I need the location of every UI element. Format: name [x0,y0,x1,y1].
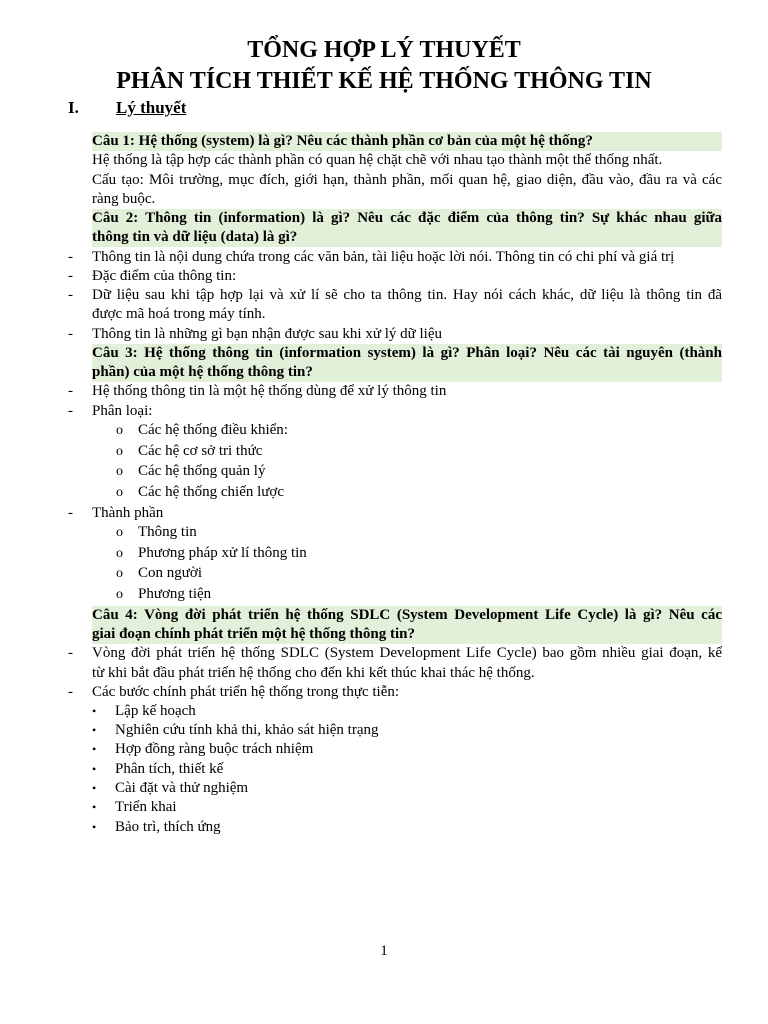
q2-item: Dữ liệu sau khi tập hợp lại và xử lí sẽ cho ta thông tin. Hay nói cách khác, dữ liệu là thông tin đã [92,287,722,303]
question-3-cont: phần) của một hệ thống thông tin? [92,363,722,382]
components-label: Thành phần [92,505,164,521]
classification-item: Các hệ thống chiến lược [138,484,285,500]
q4-item-cont: từ khi bắt đầu phát triển hệ thống cho đến khi kết thúc khai thác hệ thống. [92,665,535,681]
list-marker: - [68,249,73,265]
bullet-icon: • [92,723,97,737]
sub-bullet-marker: o [116,525,123,540]
sub-bullet-marker: o [116,423,123,438]
classification-item: Các hệ thống điều khiển: [138,422,288,438]
question-1: Câu 1: Hệ thống (system) là gì? Nêu các thành phần cơ bản của một hệ thống? [92,132,722,151]
sub-bullet-marker: o [116,546,123,561]
sdlc-step: Phân tích, thiết kế [115,761,224,777]
q2-item: Thông tin là những gì bạn nhận được sau khi xử lý dữ liệu [92,326,442,342]
q4-item: Vòng đời phát triển hệ thống SDLC (System Development Life Cycle) bao gồm nhiều giai đoạn, kể [92,645,722,661]
component-item: Phương pháp xử lí thông tin [138,545,307,561]
component-item: Con người [138,565,202,581]
section-number: I. [68,98,79,117]
q2-item: Đặc điểm của thông tin: [92,268,237,284]
question-3: Câu 3: Hệ thống thông tin (information system) là gì? Phân loại? Nêu các tài nguyên (thành [92,345,722,361]
document-title: TỔNG HỢP LÝ THUYẾT [247,37,521,63]
bullet-icon: • [92,820,97,834]
classification-item: Các hệ thống quản lý [138,463,266,479]
bullet-icon: • [92,742,97,756]
bullet-icon: • [92,800,97,814]
document-subtitle: PHÂN TÍCH THIẾT KẾ HỆ THỐNG THÔNG TIN [116,68,652,94]
section-label: Lý thuyết [116,98,187,117]
component-item: Phương tiện [138,586,212,602]
sub-bullet-marker: o [116,464,123,479]
list-marker: - [68,268,73,284]
classification-item: Các hệ cơ sở tri thức [138,443,263,459]
list-marker: - [68,383,73,399]
q2-item-cont: được mã hoá trong máy tính. [92,306,266,322]
list-marker: - [68,403,73,419]
sub-bullet-marker: o [116,587,123,602]
q3-item: Phân loại: [92,403,153,419]
question-4: Câu 4: Vòng đời phát triển hệ thống SDLC (System Development Life Cycle) là gì? Nêu các [92,607,722,623]
bullet-icon: • [92,781,97,795]
question-2: Câu 2: Thông tin (information) là gì? Nêu các đặc điểm của thông tin? Sự khác nhau giữa [92,210,722,226]
sdlc-step: Lập kế hoạch [115,703,196,719]
list-marker: - [68,645,73,661]
q2-item: Thông tin là nội dung chứa trong các văn bản, tài liệu hoặc lời nói. Thông tin có chi phí và giá trị [92,249,675,265]
q1-answer-structure-cont: ràng buộc. [92,191,156,207]
page-number: 1 [380,943,388,959]
bullet-icon: • [92,762,97,776]
bullet-icon: • [92,704,97,718]
question-4-cont: giai đoạn chính phát triển một hệ thống thông tin? [92,625,722,644]
sdlc-step: Bảo trì, thích ứng [115,819,221,835]
sub-bullet-marker: o [116,485,123,500]
question-2-cont: thông tin và dữ liệu (data) là gì? [92,228,722,247]
sdlc-step: Nghiên cứu tính khả thi, khảo sát hiện trạng [115,722,379,738]
sdlc-step: Cài đặt và thử nghiệm [115,780,249,796]
sdlc-step: Hợp đồng ràng buộc trách nhiệm [115,741,314,757]
list-marker: - [68,287,73,303]
component-item: Thông tin [138,524,197,540]
list-marker: - [68,684,73,700]
sub-bullet-marker: o [116,566,123,581]
q4-item: Các bước chính phát triển hệ thống trong thực tiễn: [92,684,400,700]
list-marker: - [68,505,73,521]
list-marker: - [68,326,73,342]
q1-answer-structure: Cấu tạo: Môi trường, mục đích, giới hạn, thành phần, mối quan hệ, giao diện, đầu vào, đầu ra và các [92,172,722,188]
section-heading [68,97,186,119]
sdlc-step: Triển khai [115,799,177,815]
q3-item: Hệ thống thông tin là một hệ thống dùng để xử lý thông tin [92,383,447,399]
sub-bullet-marker: o [116,444,123,459]
q1-answer-definition: Hệ thống là tập hợp các thành phần có quan hệ chặt chẽ với nhau tạo thành một thể thống nhất. [92,152,663,168]
